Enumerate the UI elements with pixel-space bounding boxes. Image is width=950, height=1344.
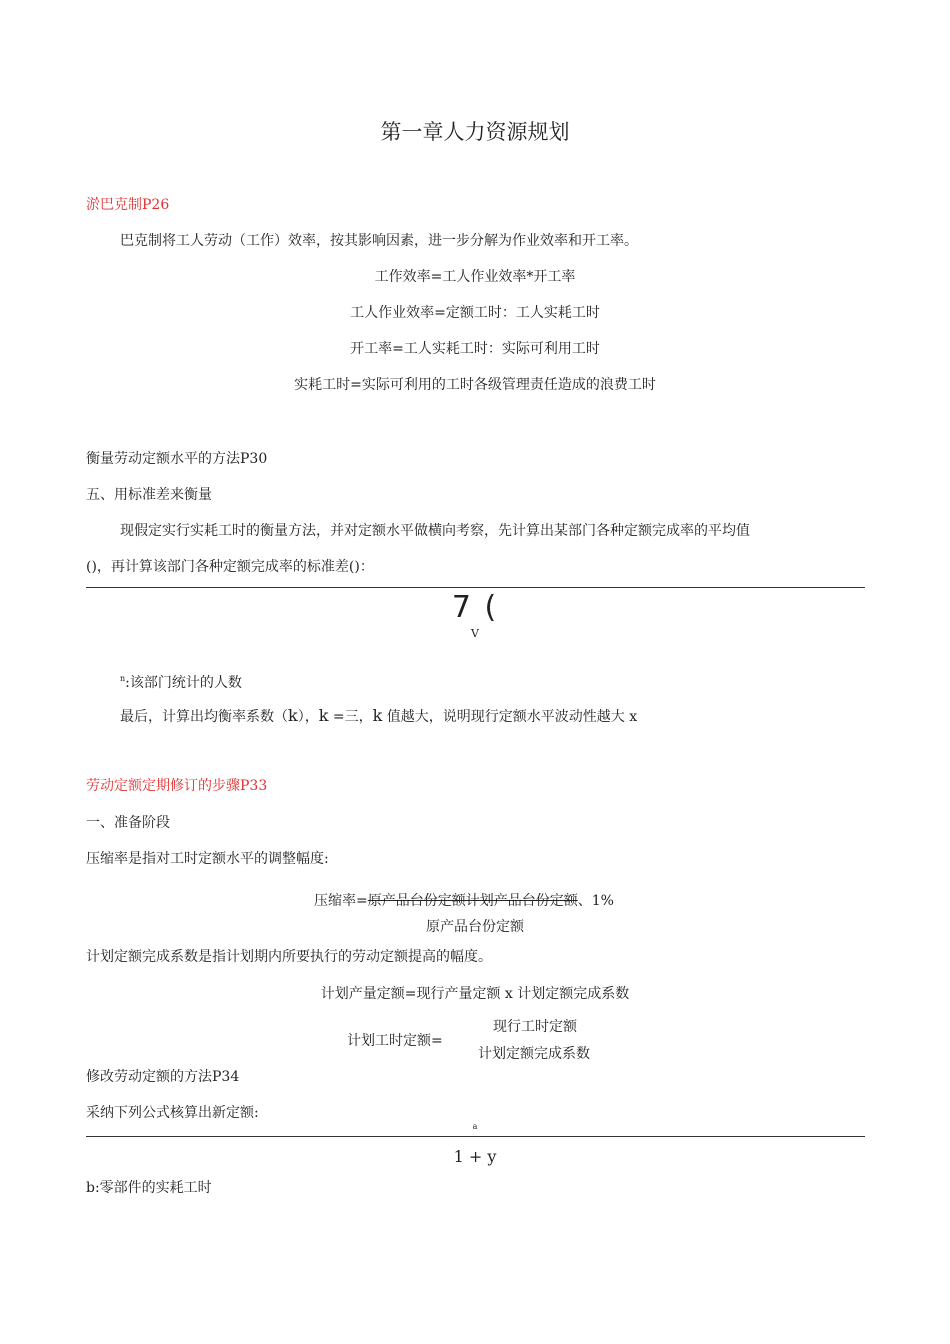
- formula-std-dev-subscript: V: [471, 627, 479, 640]
- k-symbol-3: k: [372, 706, 383, 725]
- conclusion-part-b: ），: [297, 709, 319, 725]
- n-definition-text: :该部门统计的人数: [125, 675, 242, 691]
- formula-work-efficiency: 工作效率=工人作业效率*开工率: [374, 269, 576, 285]
- paragraph-std-dev-2: ()，再计算该部门各种定额完成率的标准差()：: [86, 559, 374, 575]
- paragraph-completion-factor: 计划定额完成系数是指计划期内所要执行的劳动定额提高的幅度。: [86, 949, 492, 965]
- b-definition: b:零部件的实耗工时: [86, 1180, 212, 1196]
- compression-denominator: 原产品台份定额: [426, 919, 524, 935]
- section-heading-measure: 衡量劳动定额水平的方法P30: [86, 451, 268, 467]
- formula-planned-hours-numerator: 现行工时定额: [493, 1019, 577, 1035]
- section-heading-bakezhi: 淤巴克制P26: [86, 197, 170, 213]
- paragraph-bakezhi: 巴克制将工人劳动（工作）效率，按其影响因素，进一步分解为作业效率和开工率。: [120, 233, 638, 249]
- formula-actual-hours: 实耗工时=实际可利用的工时各级管理责任造成的浪费工时: [294, 377, 656, 393]
- formula-compression: [314, 892, 614, 910]
- conclusion-part-a: 最后，计算出均衡率系数（: [120, 709, 288, 725]
- section-heading-modify: 修改劳动定额的方法P34: [86, 1069, 240, 1085]
- paragraph-adopt-formula: 采纳下列公式核算出新定额:: [86, 1105, 259, 1121]
- conclusion-part-d: 值越大，说明现行定额水平波动性越大 x: [382, 709, 638, 725]
- formula-planned-hours-denominator: 计划定额完成系数: [478, 1046, 590, 1062]
- formula-std-dev: 7 (: [451, 590, 499, 625]
- formula-planned-hours-label: 计划工时定额=: [347, 1033, 443, 1049]
- a-mark: a: [472, 1122, 478, 1131]
- section-heading-revision: 劳动定额定期修订的步骤P33: [86, 778, 268, 794]
- compression-prefix: 压缩率=: [314, 893, 368, 909]
- conclusion-line: [120, 707, 637, 726]
- conclusion-part-c: =三，: [328, 709, 373, 725]
- compression-suffix: 、1%: [577, 893, 614, 909]
- compression-struck-text: 原产品台份定额计划产品台份定额: [367, 893, 578, 909]
- paragraph-std-dev-1: 现假定实行实耗工时的衡量方法，并对定额水平做横向考察，先计算出某部门各种定额完成率的平均值: [120, 523, 750, 539]
- formula-one-plus-y: 1 + y: [453, 1147, 497, 1166]
- n-definition: [120, 674, 242, 692]
- k-symbol-1: k: [288, 706, 298, 725]
- formula-rule-bottom: [86, 1136, 865, 1137]
- subheading-std-dev: 五、用标准差来衡量: [86, 487, 212, 503]
- formula-rule-top: [86, 587, 865, 588]
- formula-start-rate: 开工率=工人实耗工时：实际可利用工时: [350, 341, 600, 357]
- formula-planned-output: 计划产量定额=现行产量定额 x 计划定额完成系数: [320, 986, 630, 1002]
- paragraph-compression: 压缩率是指对工时定额水平的调整幅度:: [86, 851, 329, 867]
- formula-operation-efficiency: 工人作业效率=定额工时：工人实耗工时: [350, 305, 600, 321]
- page-title: 第一章人力资源规划: [380, 120, 570, 144]
- n-mark: n: [120, 674, 126, 683]
- k-symbol-2: k: [318, 706, 329, 725]
- subheading-prepare: 一、准备阶段: [86, 815, 170, 831]
